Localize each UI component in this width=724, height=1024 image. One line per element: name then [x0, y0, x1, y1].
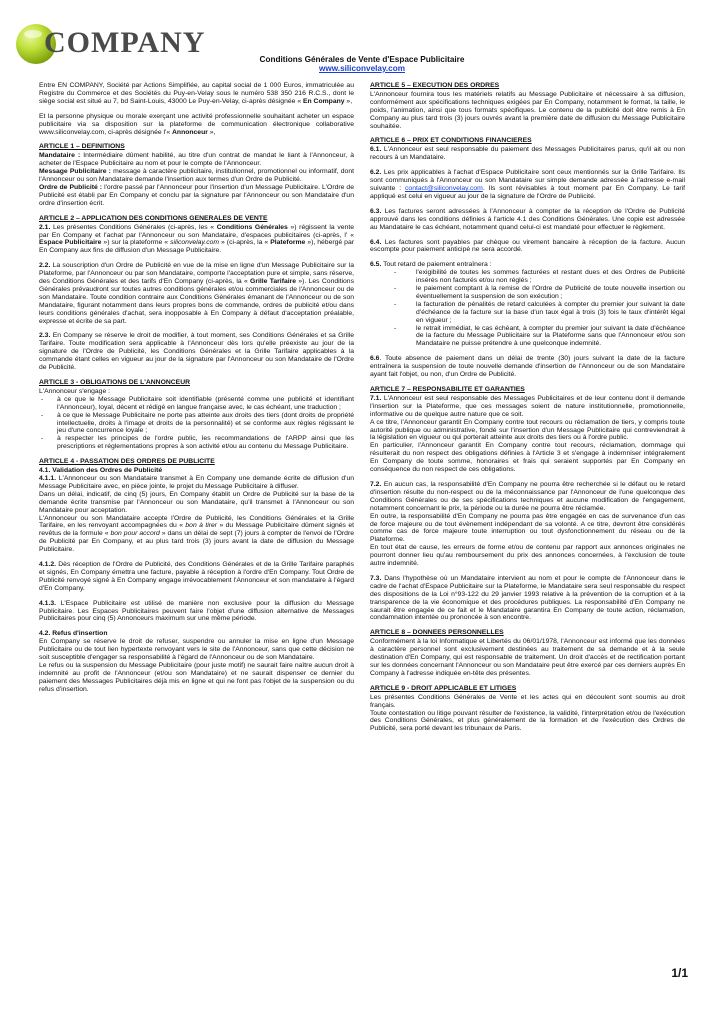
- list-item: - le retrait immédiat, le cas échéant, à compter du premier jour suivant la date d'échéance de la facture du Message Publicitaire sur la Plateforme sans que l'Annonceur et/ou son Mandataire ne puisse prétendre à une quelconque indemnité.: [370, 325, 685, 349]
- article-7-1: 7.1. L'Annonceur est seul responsable des Messages Publicitaires et de leur contenu dont il demande l'insertion sur la Plateforme, que ces messages soient de nature institutionnelle, promotionnelle, informative ou de quelque autre nature que ce soit. A ce titre, l'Annonceur garantit En Company contre tout recours ou réclamation de tiers, y compris toute autorité publique ou administrative, fondé sur l'insertion d'un Message Publicitaire qui contreviendrait à la législation en vigueur ou qui porterait atteinte aux droits des tiers ou à l'ordre public. En particulier, l'Annonceur garantit En Company contre tout recours, réclamation, dommage qui résulterait du non respect des obligations définies à l'Article 3 et s'engage à indemniser intégralement En Company de toute somme, honoraires et frais qui seraient supportés par En Company en conséquence du non respect de ces obligations.: [370, 394, 685, 474]
- article-7-3: 7.3. Dans l'hypothèse où un Mandataire intervient au nom et pour le compte de l'Annonceur dans le cadre de l'achat d'Espace Publicitaire sur la Plateforme, le Mandataire sera seul responsable du respect des dispositions de la Loi n°93-122 du 29 janvier 1993 relative à la prévention de la corruption et à la transparence de la vie économique et des procédures publiques. La responsabilité d'En Company ne saurait être engagée de ce fait et le Mandataire garantira En Company de toute action, réclamation, condamnation intentée ou prononcée à son encontre.: [370, 574, 685, 622]
- article-2-2: 2.2. La souscription d'un Ordre de Publicité en vue de la mise en ligne d'un Message Publicitaire sur la Plateforme, par l'Annonceur ou par son Mandataire, comporte l'acceptation pure et simple, sans réserve, des Conditions Générales et des tarifs d'En Company (ci-après, la « Grille Tarifaire »). Les Conditions Générales prévaudront sur toutes autres conditions générales et/ou commerciales de l'Annonceur ou de son Mandataire. Toute condition contraire aux Conditions Générales émanant de l'Annonceur ou de son Mandataire, figurant notamment dans leurs propres bons de commande, ordres de publicité et/ou dans leurs conditions générales d'achat, sera inopposable à En Company à défaut d'acceptation préalable, expresse et écrite de sa part.: [39, 262, 354, 325]
- website-link[interactable]: www.siliconvelay.com: [319, 64, 405, 73]
- article-2-3: 2.3. En Company se réserve le droit de modifier, à tout moment, ses Conditions Générales et sa Grille Tarifaire. Toute modification sera applicable à l'Annonceur dès lors qu'elle préexiste au jour de la signature de l'Ordre de Publicité, les Conditions Générales et la Grille Tarifaire applicables à la commande étant celles en vigueur au jour de la signature par l'Annonceur ou son Mandataire de l'Ordre de Publicité.: [39, 332, 354, 372]
- article-6-6: 6.6. Toute absence de paiement dans un délai de trente (30) jours suivant la date de la facture entraînera la suspension de toute nouvelle demande d'insertion de l'Annonceur ou de son Mandataire ayant fait l'objet, ou non, d'un Ordre de Publicité.: [370, 355, 685, 379]
- article-5-heading: ARTICLE 5 – EXECUTION DES ORDRES: [370, 82, 500, 89]
- article-8-body: Conformément à la loi Informatique et Libertés du 06/01/1978, l'Annonceur est informé que les données à caractère personnel sont exclusivement destinées au traitement de sa demande et à la seule destination d'En Company, qui est responsable de traitement. Un droit d'accès et de rectification portant sur les données concernant l'Annonceur ou son Mandataire peut être exercé par ces derniers auprès En Company à l'adresse indiquée en-tête des présentes.: [370, 638, 685, 677]
- list-item: - le paiement comptant à la remise de l'Ordre de Publicité de toute nouvelle insertion ou éventuellement la suspension de son exécution ;: [370, 285, 685, 301]
- article-6-4: 6.4. Les factures sont payables par chèque ou virement bancaire à réception de la facture. Aucun escompte pour paiement anticipé ne sera accordé.: [370, 238, 685, 254]
- article-4-2: En Company se réserve le droit de refuser, suspendre ou annuler la mise en ligne d'un Message Publicitaire ou de tout lien hypertexte renvoyant vers le site de l'Annonceur, sans que cette décision ne soit susceptible d'engager sa responsabilité à l'égard de l'Annonceur ou de son Mandataire. Le refus ou la suspension du Message Publicitaire (pour juste motif) ne saurait faire naître aucun droit à indemnité au profit de l'Annonceur (et/ou son Mandataire) et ne saurait dispenser ce dernier du paiement des Messages Publicitaires déjà mis en ligne et qui ne font pas l'objet de la suspension ou du refus d'insertion.: [39, 638, 354, 693]
- article-6-heading: ARTICLE 6 – PRIX ET CONDITIONS FINANCIERES: [370, 137, 532, 145]
- article-7-2: 7.2. En aucun cas, la responsabilité d'En Company ne pourra être recherchée si le défaut ou le retard d'insertion résulte du non-respect ou de la méconnaissance par l'Annonceur de l'une quelconque des Conditions Générales ou de ses spécifications techniques et aucune modification de l'engagement, notamment concernant le prix, la période ou la durée ne pourra être réclamée. En outre, la responsabilité d'En Company ne pourra pas être engagée en cas de survenance d'un cas de force majeure ou de tout évènement indépendant de sa volonté. A ce titre, devront être considérés comme cas de force majeure toute interruption ou tout dysfonctionnement du réseau ou de la Plateforme. En tout état de cause, les erreurs de forme et/ou de contenu par rapport aux annonces originales ne pourront donner lieu qu'au remboursement du prix des annonces concernées, à l'exclusion de toute autre indemnité.: [370, 480, 685, 568]
- section-4-1-heading: 4.1. Validation des Ordres de Publicité: [39, 467, 163, 475]
- list-item: - à respecter les principes de l'ordre public, les recommandations de l'ARPP ainsi que les prescriptions et réglementations propres à son activité et/ou au contenu du Message Publicitaire.: [39, 435, 354, 451]
- page-number: 1/1: [671, 966, 688, 980]
- article-5-body: L'Annonceur fournira tous les matériels relatifs au Message Publicitaire et nécessaire à sa diffusion, conformément aux spécifications techniques exigées par En Company, notamment le format, la taille, le poids, l'animation, ainsi que tous formats spécifiques. Le contenu de la publicité doit être remis à En Company au plus tard trois (3) jours ouvrés avant la première date de diffusion du Message Publicitaire souhaitée.: [370, 90, 685, 130]
- article-6-2: 6.2. Les prix applicables à l'achat d'Espace Publicitaire sont ceux mentionnés sur la Grille Tarifaire. Ils sont communiqués à l'Annonceur ou son Mandataire sur simple demande adressée à l'adresse e-mail suivante : contact@siliconvelay.com. Ils sont révisables à tout moment par En Company. Le tarif appliqué est celui en vigueur au jour de la signature de l'Ordre de Publicité.: [370, 169, 686, 200]
- list-item: - la facturation de pénalités de retard calculées à compter du premier jour suivant la date d'échéance de la facture sur la base d'un taux égal à trois (3) fois le taux d'intérêt légal en vigueur ;: [370, 301, 685, 325]
- intro-parties: Entre EN COMPANY, Société par Actions Simplifiée, au capital social de 1 000 Euros, immatriculée au Registre du Commerce et des Sociétés du Puy-en-Velay sous le numéro 538 350 216 R.C.S., dont le siège social est situé au 7, bd Saint-Louis, 43000 Le Puy-en-Velay, ci-après désignée « En Company »,: [39, 82, 354, 105]
- article-4-heading: ARTICLE 4 - PASSATION DES ORDRES DE PUBLICITE: [39, 458, 215, 466]
- article-4-1-2: 4.1.2. Dès réception de l'Ordre de Publicité, des Conditions Générales et de la Grille Tarifaire paraphés et signés, En Company émettra une facture, payable à réception à l'ordre d'En Company. Tout Ordre de Publicité renvoyé signé à En Company engage irrévocablement l'Annonceur et son mandataire à l'égard d'En Company.: [39, 561, 354, 592]
- left-column: [39, 82, 354, 694]
- article-6-5: 6.5. Tout retard de paiement entraînera : - l'exigibilité de toutes les sommes facturées et restant dues et des Ordres de Publicité insérés non facturés et/ou non réglés ; - le paiement comptant à la remise de l'Ordre de Publicité de toute nouvelle insertion ou éventuellement la suspension de son exécution ; - la facturation de pénalités de retard calculées à compter du premier jour suivant la date d'échéance de la facture sur la base d'un taux égal à trois (3) fois le taux d'intérêt légal en vigueur ; - le retrait immédiat, le cas échéant, à compter du premier jour suivant la date d'échéance de la facture du Message Publicitaire sur la Plateforme sans que l'Annonceur et/ou son Mandataire ne puisse prétendre à une quelconque indemnité.: [370, 261, 685, 348]
- article-2-heading: ARTICLE 2 – APPLICATION DES CONDITIONS GENERALES DE VENTE: [39, 214, 268, 222]
- document-title: Conditions Générales de Vente d'Espace Publicitaire: [259, 55, 465, 64]
- article-3-heading: ARTICLE 3 - OBLIGATIONS DE L'ANNONCEUR: [39, 379, 191, 386]
- list-item: - à ce que le Message Publicitaire soit identifiable (présenté comme une publicité et identifiant l'Annonceur), loyal, décent et rédigé en langue française avec, le cas échéant, une traduction ;: [39, 396, 354, 412]
- article-6-1: 6.1. L'Annonceur est seul responsable du paiement des Messages Publicitaires parus, qu'il ait ou non recours à un Mandataire.: [370, 146, 685, 162]
- logo-wordmark: COMPANY: [44, 26, 206, 59]
- article-1-heading: ARTICLE 1 – DEFINITIONS: [39, 143, 125, 151]
- list-item: - à ce que le Message Publicitaire ne porte pas atteinte aux droits des tiers (dont droits de propriété intellectuelle, droits à l'image et droits de la personnalité) et se conforme aux règles régissant le jeu d'une concurrence loyale ;: [39, 412, 354, 436]
- article-3-obligations: L'Annonceur s'engage : - à ce que le Message Publicitaire soit identifiable (présenté comme une publicité et identifiant l'Annonceur), loyal, décent et rédigé en langue française avec, le cas échéant, une traduction ; - à ce que le Message Publicitaire ne porte pas atteinte aux droits des tiers (dont droits de propriété intellectuelle, droits à l'image et droits de la personnalité) et se conforme aux règles régissant le jeu d'une concurrence loyale ; - à respecter les principes de l'ordre public, les recommandations de l'ARPP ainsi que les prescriptions et réglementations propres à son activité et/ou au contenu du Message Publicitaire.: [39, 388, 354, 451]
- article-9-body: Les présentes Conditions Générales de Vente et les actes qui en découlent sont soumis au droit français. Toute contestation ou litige pouvant résulter de l'existence, la validité, l'interprétation et/ou de l'exécution des Conditions Générales, et plus généralement de la formation et de l'exécution des Ordres de Publicité, sera porté devant les tribunaux de Paris.: [370, 693, 685, 733]
- section-4-2-heading: 4.2. Refus d'insertion: [39, 630, 108, 638]
- contact-email-link[interactable]: contact@siliconvelay.com: [405, 184, 483, 192]
- right-column: [370, 82, 685, 733]
- article-9-heading: ARTICLE 9 - DROIT APPLICABLE ET LITIGES: [370, 684, 517, 692]
- article-4-1-1: 4.1.1. L'Annonceur ou son Mandataire transmet à En Company une demande écrite de diffusion d'un Message Publicitaire avec, en pièce jointe, le projet du Message Publicitaire à diffuser. Dans un délai, indicatif, de cinq (5) jours, En Company établit un Ordre de Publicité sur la base de la demande écrite transmise par l'Annonceur ou son Mandataire, qu'il transmet à l'Annonceur ou son Mandataire pour acceptation. L'Annonceur ou son Mandataire accepte l'Ordre de Publicité, les Conditions Générales et la Grille Tarifaire, en les renvoyant accompagnées du « bon à tirer » du Message Publicitaire dûment signés et revêtus de la formule « bon pour accord » dans un délai de sept (7) jours à compter de l'envoi de l'Ordre de Publicité par En Company, et au plus tard trois (3) jours avant la date de diffusion du Message Publicitaire.: [39, 474, 354, 554]
- article-4-1-3: 4.1.3. L'Espace Publicitaire est utilisé de manière non exclusive pour la diffusion du Message Publicitaire. Les Espaces Publicitaires peuvent faire l'objet d'une diffusion alternative de Messages Publicitaires pour cinq (5) Annonceurs maximum sur une même période.: [39, 599, 354, 623]
- article-6-3: 6.3. Les factures seront adressées à l'Annonceur à compter de la réception de l'Ordre de Publicité approuvé dans les conditions définies à l'article 4.1 des Conditions Générales. Une copie est adressée au Mandataire le cas échéant, notamment quand celui-ci est mandaté pour effectuer le règlement.: [370, 207, 685, 231]
- article-8-heading: ARTICLE 8 – DONNEES PERSONNELLES: [370, 629, 504, 637]
- article-1-definitions: Mandataire : Intermédiaire dûment habilité, au titre d'un contrat de mandat le liant à l'Annonceur, à acheter de l'Espace Publicitaire au nom et pour le compte de l'Annonceur. Message Publicitaire : message à caractère publicitaire, institutionnel, promotionnel ou informatif, dont l'Annonceur ou son Mandataire demande l'insertion aux termes d'un Ordre de Publicité. Ordre de Publicité : l'ordre passé par l'Annonceur pour l'insertion d'un Message Publicitaire. L'Ordre de Publicité est établi par En Company et conclu par la signature par l'Annonceur ou son Mandataire d'un ordre d'insertion écrit.: [39, 152, 354, 207]
- article-2-1: 2.1. Les présentes Conditions Générales (ci-après, les « Conditions Générales ») régissent la vente par En Company et l'achat par l'Annonceur ou son Mandataire, d'espaces publicitaires (ci-après, l' « Espace Publicitaire ») sur la plateforme « siliconvelay.com » (ci-après, la « Plateforme »), hébergé par En Company aux fins de diffusion d'un Message Publicitaire.: [39, 223, 355, 255]
- article-7-heading: ARTICLE 7 – RESPONSABILITE ET GARANTIES: [370, 386, 525, 393]
- intro-advertiser: Et la personne physique ou morale exerçant une activité professionnelle souhaitant acheter un espace publicitaire via sa disposition sur la plateforme de communication électronique collaborative www.siliconvelay.com, ci-après désignée l'« Annonceur »,: [39, 112, 354, 136]
- list-item: - l'exigibilité de toutes les sommes facturées et restant dues et des Ordres de Publicité insérés non facturés et/ou non réglés ;: [370, 269, 685, 285]
